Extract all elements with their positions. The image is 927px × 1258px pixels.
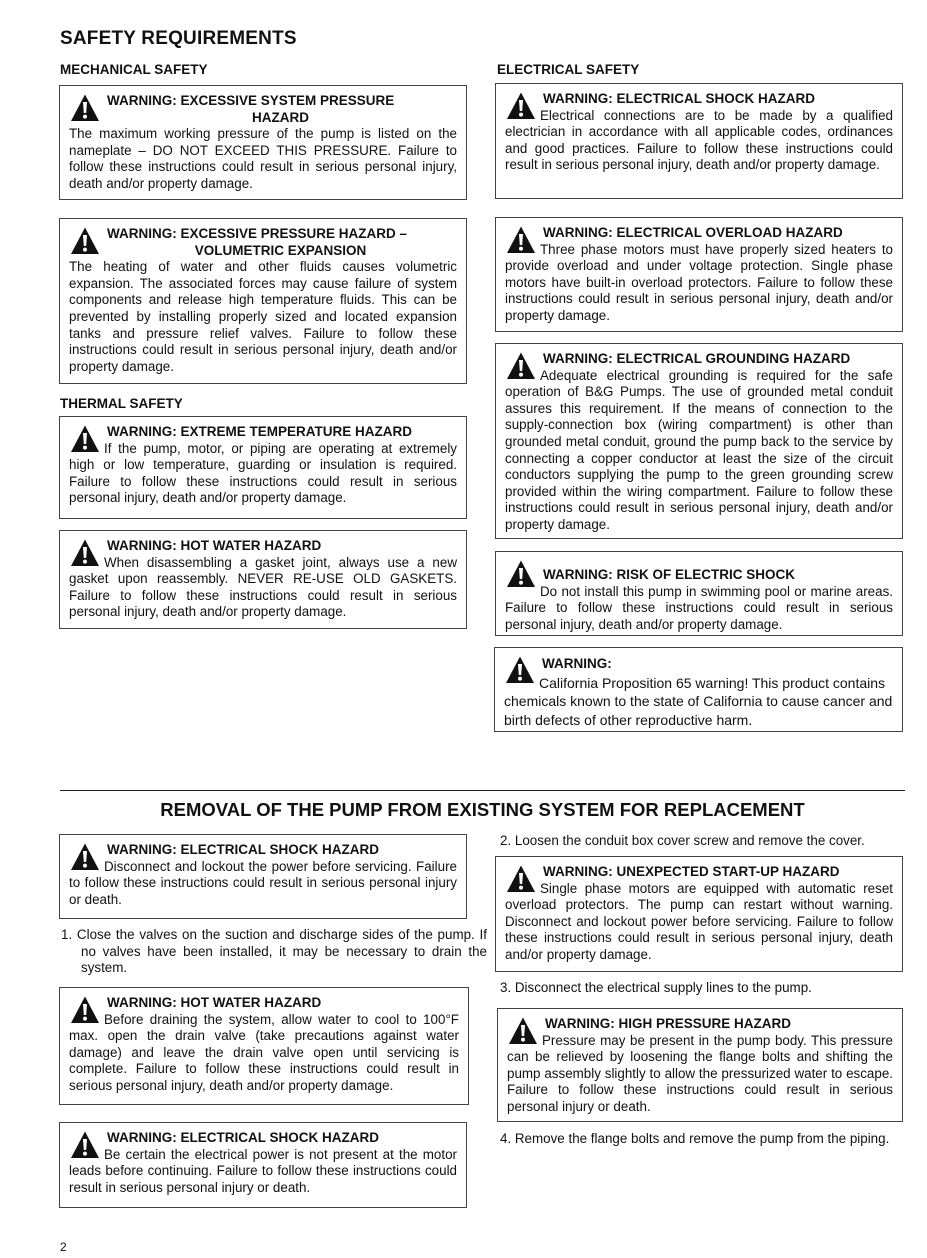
warning-box-electrical-overload: [495, 217, 903, 332]
warning-triangle-icon: [70, 424, 100, 454]
warning-body: Adequate electrical grounding is required for the safe operation of B&G Pumps. The use of grounded metal conduit assures this requirement. If the means of connection to the supply-connection box (wiring compartment) is other than grounded metal conduit, ground the pump back to the service by connecting a copper conductor at least the size of the circuit conductors supplying the pump to the green grounding screw provided within the wiring compartment. Failure to follow these instructions could result in serious personal injury, death and/or property damage.: [505, 367, 893, 532]
warning-triangle-icon: [506, 864, 536, 894]
warning-triangle-icon: [70, 226, 100, 256]
warning-title: WARNING: UNEXPECTED START-UP HAZARD: [543, 864, 840, 879]
warning-box-prop-65: [494, 647, 903, 732]
warning-title: WARNING:: [542, 656, 612, 671]
warning-title-line2: HAZARD: [252, 109, 309, 125]
warning-title: WARNING: HIGH PRESSURE HAZARD: [545, 1016, 792, 1031]
section-heading-electrical: ELECTRICAL SAFETY: [497, 62, 640, 77]
warning-body: Pressure may be present in the pump body. This pressure can be relieved by loosening the flange bolts and shifting the pump assembly slightly to allow the pressurized water to escape. Failure to follow these instructions could result in serious personal injury or death.: [507, 1032, 893, 1114]
step-2: 2. Loosen the conduit box cover screw and remove the cover.: [500, 833, 865, 848]
warning-triangle-icon: [70, 995, 100, 1025]
warning-box-risk-electric-shock: [495, 551, 903, 636]
warning-triangle-icon: [506, 225, 536, 255]
warning-box-hot-water-gasket: [59, 530, 467, 629]
page-title: SAFETY REQUIREMENTS: [60, 28, 297, 49]
step-3: 3. Disconnect the electrical supply lines to the pump.: [500, 980, 812, 995]
warning-body: Be certain the electrical power is not present at the motor leads before continuing. Failure to follow these instructions could result in serious personal injury or death.: [69, 1146, 457, 1195]
warning-box-electrical-shock: [495, 83, 903, 199]
warning-title: WARNING: ELECTRICAL GROUNDING HAZARD: [543, 351, 851, 366]
warning-title: WARNING: ELECTRICAL SHOCK HAZARD: [107, 1130, 379, 1145]
warning-box-motor-leads: [59, 1122, 467, 1208]
removal-section-title: REMOVAL OF THE PUMP FROM EXISTING SYSTEM FOR REPLACEMENT: [160, 799, 805, 820]
warning-triangle-icon: [508, 1016, 538, 1046]
section-heading-thermal: THERMAL SAFETY: [60, 396, 183, 411]
warning-body: Disconnect and lockout the power before servicing. Failure to follow these instructions could result in serious personal injury or death.: [69, 858, 457, 907]
warning-body: Three phase motors must have properly sized heaters to provide overload and under voltage protection. Single phase motors have built-in overload protectors. Failure to follow these instructions could result in serious personal injury, death and/or property damage.: [505, 241, 893, 323]
warning-title: WARNING: EXCESSIVE PRESSURE HAZARD –: [107, 226, 408, 241]
warning-box-unexpected-startup: [495, 856, 903, 972]
warning-triangle-icon: [506, 91, 536, 121]
step-4: 4. Remove the flange bolts and remove the pump from the piping.: [500, 1131, 890, 1146]
warning-title: WARNING: HOT WATER HAZARD: [107, 538, 322, 553]
warning-body: When disassembling a gasket joint, always use a new gasket upon reassembly. NEVER RE-USE OLD GASKETS. Failure to follow these instructions could result in serious personal injury, death and/or property damage.: [69, 554, 457, 620]
warning-body: Electrical connections are to be made by a qualified electrician in accordance with all applicable codes, ordinances and good practices. Failure to follow these instructions could result in serious personal injury, death and/or property damage.: [505, 107, 893, 173]
warning-triangle-icon: [506, 351, 536, 381]
warning-triangle-icon: [506, 559, 536, 589]
warning-title: WARNING: ELECTRICAL OVERLOAD HAZARD: [543, 225, 843, 240]
warning-title: WARNING: HOT WATER HAZARD: [107, 995, 322, 1010]
warning-box-system-pressure: [59, 85, 467, 200]
warning-box-high-pressure: [497, 1008, 903, 1122]
warning-title: WARNING: EXCESSIVE SYSTEM PRESSURE: [107, 93, 395, 108]
warning-box-electrical-grounding: [495, 343, 903, 539]
warning-body: The heating of water and other fluids causes volumetric expansion. The associated forces may cause failure of system components and release high temperature fluids. This can be prevented by installing properly sized and located expansion tanks and pressure relief valves. Failure to follow these instructions could result in serious personal injury, death and/or property damage.: [69, 259, 457, 374]
warning-title-line2: VOLUMETRIC EXPANSION: [194, 242, 367, 258]
warning-body: Before draining the system, allow water to cool to 100°F max. open the drain valve (take precautions against water damage) and leave the drain valve open until servicing is complete. Failure to follow these instructions could result in serious personal injury, death and/or property damage.: [69, 1011, 459, 1093]
warning-body: California Proposition 65 warning! This product contains chemicals known to the state of California to cause cancer and birth defects of other reproductive harm.: [504, 674, 893, 728]
warning-triangle-icon: [70, 842, 100, 872]
warning-triangle-icon: [505, 655, 535, 685]
warning-body: Single phase motors are equipped with automatic reset overload protectors. The pump can restart without warning. Disconnect and lockout power before servicing. Failure to follow these instructions could result in serious personal injury, death and/or property damage.: [505, 880, 893, 962]
page-number: 2: [60, 1240, 67, 1254]
warning-title: WARNING: ELECTRICAL SHOCK HAZARD: [107, 842, 379, 857]
warning-title: WARNING: RISK OF ELECTRIC SHOCK: [543, 567, 795, 582]
warning-triangle-icon: [70, 538, 100, 568]
warning-title: WARNING: EXTREME TEMPERATURE HAZARD: [107, 424, 412, 439]
warning-box-disconnect-power: [59, 834, 467, 919]
warning-box-volumetric-expansion: [59, 218, 467, 384]
section-divider: [60, 790, 905, 791]
step-1: 1. Close the valves on the suction and discharge sides of the pump. If no valves have been installed, it may be necessary to drain the system.: [61, 927, 487, 976]
warning-triangle-icon: [70, 93, 100, 123]
warning-triangle-icon: [70, 1130, 100, 1160]
warning-box-drain-hot-water: [59, 987, 469, 1105]
section-heading-mechanical: MECHANICAL SAFETY: [60, 62, 208, 77]
warning-body: The maximum working pressure of the pump is listed on the nameplate – DO NOT EXCEED THIS PRESSURE. Failure to follow these instructions could result in serious personal injury, death and/or property damage.: [69, 126, 457, 191]
warning-box-extreme-temperature: [59, 416, 467, 519]
warning-body: Do not install this pump in swimming pool or marine areas. Failure to follow these instructions could result in serious personal injury, death and/or property damage.: [505, 583, 893, 632]
warning-title: WARNING: ELECTRICAL SHOCK HAZARD: [543, 91, 815, 106]
warning-body: If the pump, motor, or piping are operating at extremely high or low temperature, guarding or insulation is required. Failure to follow these instructions could result in serious personal injury, death and/or property damage.: [69, 440, 457, 506]
